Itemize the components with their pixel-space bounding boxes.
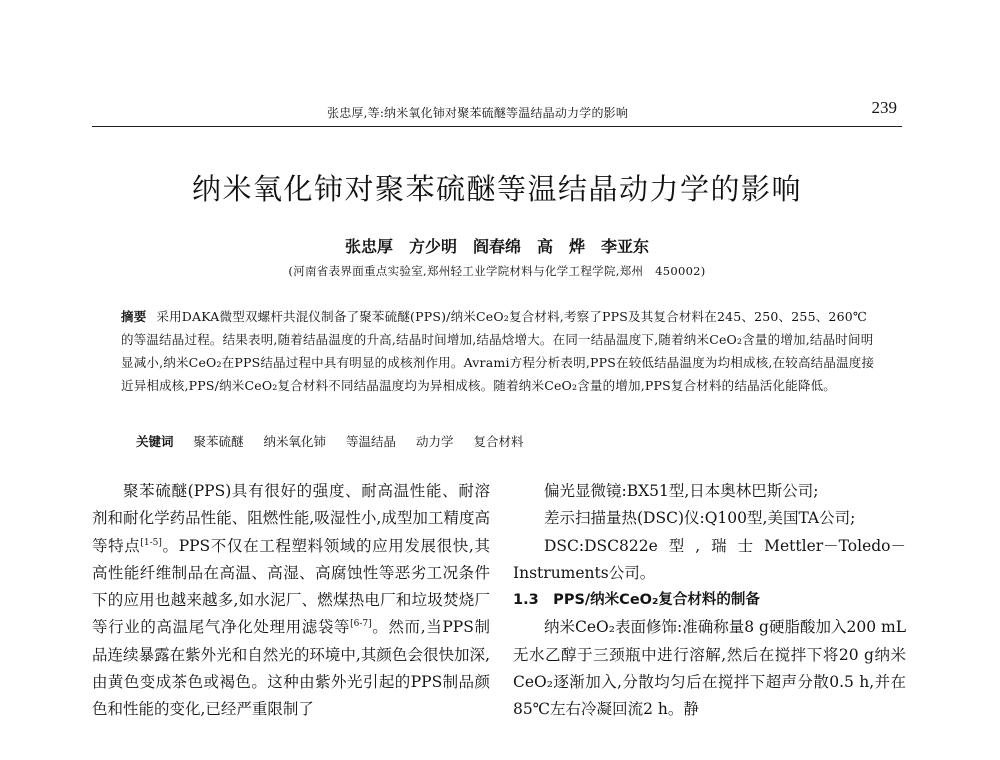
body-column-right (513, 478, 906, 724)
body-text: 。PPS不仅在工程塑料领域的应用发展很快,其高性能纤维制品在高温、高湿、高腐蚀性等恶劣工况条件下的应用也越来越多,如水泥厂、燃煤热电厂和垃圾焚烧厂等行业的高温尾气净化处理用滤袋等 (92, 536, 490, 637)
keyword: 纳米氧化铈 (263, 434, 327, 449)
abstract (121, 305, 877, 397)
header-rule (92, 126, 902, 127)
keyword: 复合材料 (473, 434, 524, 449)
page-number: 239 (871, 98, 897, 117)
abstract-label: 摘要 (121, 309, 147, 324)
body-text: 。然而,当PPS制品连续暴露在紫外光和自然光的环境中,其颜色会很快加深,由黄色变成茶色或褐色。这种由紫外光引起的PPS制品颜色和性能的变化,已经严重限制了 (92, 618, 490, 719)
instrument-line: 差示扫描量热(DSC)仪:Q100型,美国TA公司; (544, 509, 856, 528)
keyword: 等温结晶 (346, 434, 397, 449)
running-header (95, 100, 905, 124)
method-paragraph: 纳米CeO₂表面修饰:准确称量8 g硬脂酸加入200 mL无水乙醇于三颈瓶中进行溶解,然后在搅拌下将20 g纳米CeO₂逐渐加入,分散均匀后在搅拌下超声分散0.5 h,并在85℃左右冷凝回流2 h。静 (513, 618, 906, 719)
body-text: 聚苯硫醚(PPS)具有很好的强度、耐高温性能、耐溶剂和耐化学药品性能、阻燃性能,吸湿性小,成型加工精度高等特点 (92, 482, 490, 555)
section-heading: 1.3 PPS/纳米CeO₂复合材料的制备 (513, 592, 760, 609)
keyword: 动力学 (416, 434, 454, 449)
instrument-line: 偏光显微镜:BX51型,日本奥林巴斯公司; (544, 482, 819, 500)
abstract-text: 采用DAKA微型双螺杆共混仪制备了聚苯硫醚(PPS)/纳米CeO₂复合材料,考察了PPS及其复合材料在245、250、255、260℃的等温结晶过程。结果表明,随着结晶温度的升高,结晶时间增加,结晶焓增大。在同一结晶温度下,随着纳米CeO₂含量的增加,结晶时间明显减小,纳米CeO₂在PPS结晶过程中具有明显的成核剂作用。Avrami方程分析表明,PPS在较低结晶温度为均相成核,在较高结晶温度接近异相成核,PPS/纳米CeO₂复合材料不同结晶温度均为异相成核。随着纳米CeO₂含量的增加,PPS复合材料的结晶活化能降低。 (121, 309, 875, 393)
citation: [1-5] (140, 537, 162, 548)
keyword: 聚苯硫醚 (193, 434, 244, 449)
citation: [6-7] (350, 619, 372, 630)
instrument-line: DSC:DSC822e型,瑞士Mettler－Toledo－Instruments公司。 (513, 536, 906, 582)
affiliation: (河南省表界面重点实验室,郑州轻工业学院材料与化学工程学院,郑州 450002) (288, 264, 706, 278)
author-list: 张忠厚 方少明 阎春绵 高 烨 李亚东 (344, 237, 649, 256)
paper-title: 纳米氧化铈对聚苯硫醚等温结晶动力学的影响 (191, 172, 802, 206)
keywords (136, 432, 876, 450)
body-column-left (92, 478, 490, 724)
keywords-label: 关键词 (136, 434, 174, 449)
intro-paragraph (92, 478, 490, 724)
running-title: 张忠厚,等:纳米氧化铈对聚苯硫醚等温结晶动力学的影响 (327, 106, 629, 120)
